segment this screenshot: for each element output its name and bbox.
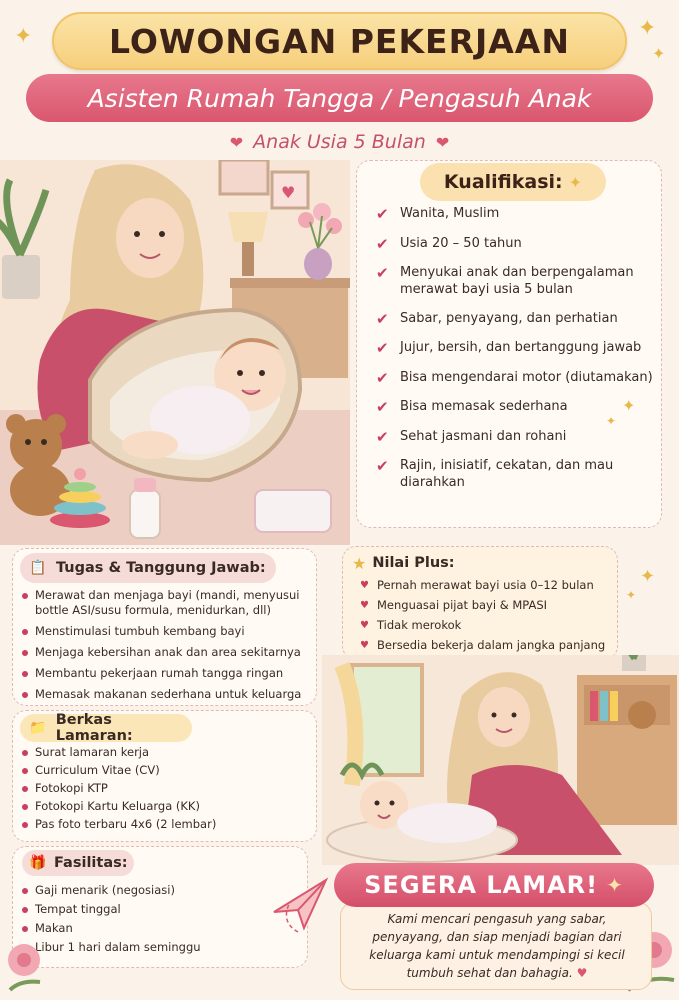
check-icon: ✔ — [376, 234, 389, 253]
list-item: ✔ Menyukai anak dan berpengalaman merawat bayi usia 5 bulan — [376, 264, 634, 297]
kualifikasi-list — [376, 206, 660, 504]
list-item: Fotokopi KTP — [22, 781, 312, 796]
list-item: Pas foto terbaru 4x6 (2 lembar) — [22, 817, 312, 832]
sparkle-icon: ✦ — [652, 44, 666, 63]
list-item: Memasak makanan sederhana untuk keluarga — [22, 687, 314, 702]
list-item: ♥ Bersedia bekerja dalam jangka panjang — [360, 638, 606, 652]
apply-now-label: SEGERA LAMAR! — [364, 871, 599, 899]
list-item: ✔ Wanita, Muslim — [376, 205, 500, 223]
folder-icon: 📁 — [29, 720, 47, 736]
mother-baby-mat-illustration — [322, 655, 679, 865]
sparkle-icon: ✦ — [626, 588, 637, 602]
star-icon: ★ — [352, 553, 367, 573]
flower-decoration — [0, 930, 60, 1000]
svg-text:♥: ♥ — [281, 183, 296, 202]
check-icon: ✔ — [376, 205, 389, 223]
list-item: ✔ Bisa memasak sederhana — [376, 398, 568, 416]
list-item: Makan — [22, 921, 302, 936]
age-label: Anak Usia 5 Bulan — [253, 131, 426, 153]
sparkle-icon: ✦ — [14, 24, 33, 49]
berkas-heading — [20, 714, 192, 742]
list-item: ✔ Bisa mengendarai motor (diutamakan) — [376, 368, 653, 387]
list-item: Surat lamaran kerja — [22, 745, 312, 760]
fasilitas-heading — [22, 850, 134, 876]
bullet-icon — [22, 907, 28, 913]
berkas-title: Berkas Lamaran: — [55, 712, 133, 744]
berkas-list — [22, 745, 312, 835]
sparkle-icon: ✦ — [606, 414, 617, 428]
list-item: ♥ Menguasai pijat bayi & MPASI — [360, 598, 548, 612]
tugas-heading — [20, 553, 276, 583]
kualifikasi-title: Kualifikasi: — [443, 171, 563, 193]
sparkle-icon: ✦ — [568, 172, 583, 192]
bullet-icon — [22, 650, 28, 656]
heart-icon: ❤ — [435, 132, 450, 152]
list-item: Menstimulasi tumbuh kembang bayi — [22, 624, 314, 639]
bullet-icon — [22, 629, 28, 635]
page-subtitle: Asisten Rumah Tangga / Pengasuh Anak — [87, 83, 592, 113]
bullet-icon — [22, 768, 28, 774]
check-icon: ✔ — [376, 309, 389, 328]
nilai-plus-heading — [352, 550, 478, 576]
apply-now-banner[interactable] — [334, 863, 654, 907]
check-icon: ✔ — [376, 339, 389, 357]
check-icon: ✔ — [376, 264, 389, 282]
list-item: Membantu pekerjaan rumah tangga ringan — [22, 666, 314, 681]
check-icon: ✔ — [376, 398, 389, 416]
mother-baby-illustration — [0, 160, 350, 545]
sparkle-icon: ✦ — [640, 566, 656, 587]
list-item: ✔ Sabar, penyayang, dan perhatian — [376, 309, 618, 328]
heart-icon: ❤ — [229, 132, 244, 152]
list-item: ✔ Usia 20 – 50 tahun — [376, 234, 522, 253]
tugas-list — [22, 588, 314, 708]
list-item: ♥ Tidak merokok — [360, 618, 462, 632]
list-item: ✔ Sehat jasmani dan rohani — [376, 427, 567, 446]
list-item: Fotokopi Kartu Keluarga (KK) — [22, 799, 312, 814]
fasilitas-title: Fasilitas: — [54, 855, 128, 871]
paper-plane-icon — [270, 872, 332, 934]
heart-icon: ♥ — [576, 966, 588, 980]
list-item: ✔ Jujur, bersih, dan bertanggung jawab — [376, 339, 642, 357]
clipboard-icon: 📋 — [29, 560, 47, 576]
bullet-icon — [22, 804, 28, 810]
list-item: Gaji menarik (negosiasi) — [22, 883, 302, 898]
sparkle-icon: ✦ — [638, 16, 657, 41]
heart-icon: ♥ — [360, 600, 369, 611]
bullet-icon — [22, 692, 28, 698]
bullet-icon — [22, 671, 28, 677]
nilai-plus-title: Nilai Plus: — [372, 555, 455, 571]
heart-icon: ♥ — [360, 620, 369, 631]
heart-icon: ♥ — [360, 640, 369, 651]
check-icon: ✔ — [376, 457, 389, 475]
check-icon: ✔ — [376, 368, 389, 387]
bullet-icon — [22, 822, 28, 828]
fasilitas-list — [22, 883, 302, 959]
kualifikasi-heading — [420, 163, 606, 201]
bullet-icon — [22, 888, 28, 894]
title-banner — [52, 12, 627, 70]
age-row — [0, 128, 679, 156]
page-title: LOWONGAN PEKERJAAN — [109, 21, 570, 61]
list-item: Tempat tinggal — [22, 902, 302, 917]
gift-icon: 🎁 — [29, 855, 47, 871]
sparkle-icon: ✦ — [606, 873, 624, 897]
bullet-icon — [22, 786, 28, 792]
heart-icon: ♥ — [360, 580, 369, 591]
list-item: Libur 1 hari dalam seminggu — [22, 940, 302, 955]
sparkle-icon: ✦ — [622, 396, 636, 415]
bullet-icon — [22, 593, 28, 599]
subtitle-banner — [26, 74, 653, 122]
list-item: Curriculum Vitae (CV) — [22, 763, 312, 778]
cta-message: Kami mencari pengasuh yang sabar, penyayang, dan siap menjadi bagian dari keluarga kami untuk mendampingi si kecil tumbuh sehat dan bahagia. ♥ — [369, 912, 625, 980]
list-item: Merawat dan menjaga bayi (mandi, menyusui bottle ASI/susu formula, menidurkan, dll) — [22, 588, 314, 618]
tugas-title: Tugas & Tanggung Jawab: — [56, 560, 266, 576]
list-item: ♥ Pernah merawat bayi usia 0–12 bulan — [360, 578, 594, 592]
list-item: Menjaga kebersihan anak dan area sekitarnya — [22, 645, 314, 660]
nilai-plus-list — [360, 578, 616, 658]
check-icon: ✔ — [376, 427, 389, 446]
bullet-icon — [22, 750, 28, 756]
list-item: ✔ Rajin, inisiatif, cekatan, dan mau diarahkan — [376, 457, 614, 490]
